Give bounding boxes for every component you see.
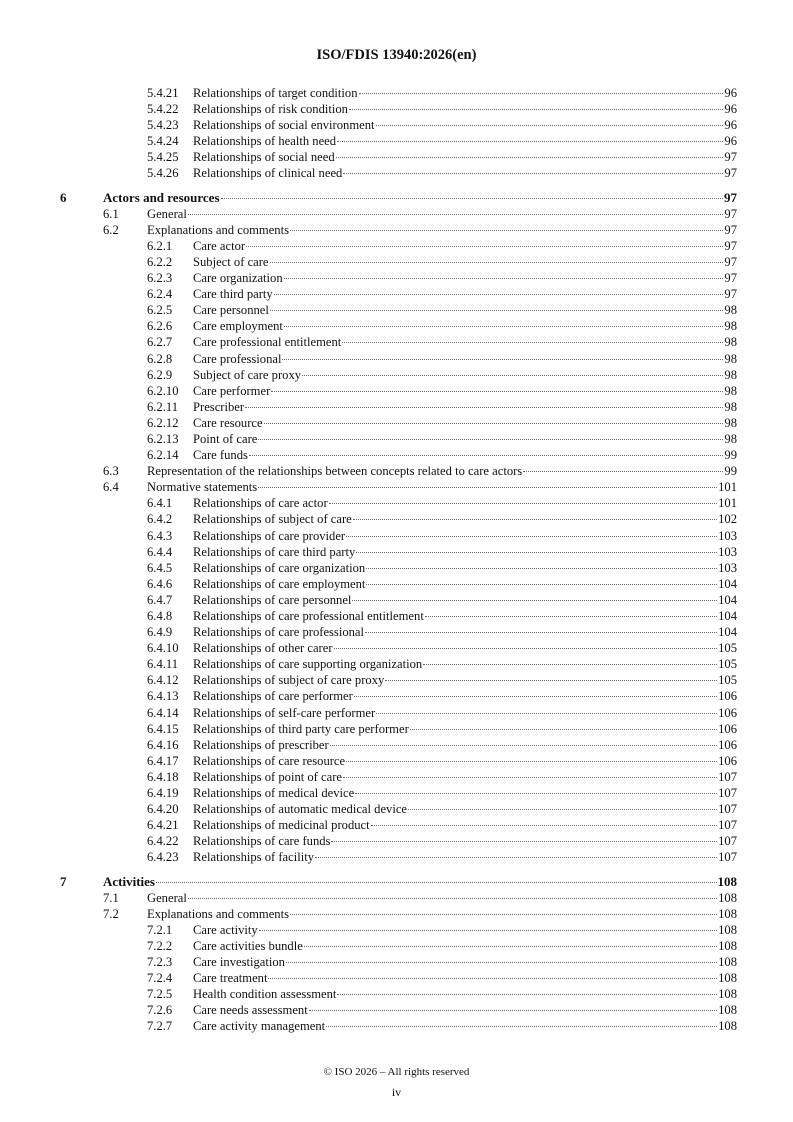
- toc-entry-page[interactable]: 97: [724, 206, 737, 221]
- toc-entry-title[interactable]: Relationships of care employment: [193, 576, 366, 591]
- dot-leader: [366, 584, 717, 585]
- toc-entry-number: 6.2.6: [147, 319, 173, 334]
- toc-entry-page[interactable]: 98: [724, 415, 737, 430]
- toc-entry-title[interactable]: Relationships of risk condition: [193, 102, 348, 117]
- toc-entry[interactable]: [0, 133, 793, 149]
- toc-entry[interactable]: [0, 511, 793, 527]
- toc-entry-page[interactable]: 107: [718, 802, 737, 817]
- toc-entry-title[interactable]: Relationships of facility: [193, 850, 315, 865]
- toc-entry-page[interactable]: 108: [718, 890, 737, 905]
- toc-entry[interactable]: [0, 351, 793, 367]
- toc-entry-title[interactable]: Representation of the relationships between concepts related to care actors: [147, 464, 523, 479]
- dot-leader: [349, 109, 723, 110]
- toc-entry-title[interactable]: Relationships of care professional entitlement: [193, 609, 424, 623]
- toc-entry[interactable]: [0, 849, 793, 865]
- toc-entry-title[interactable]: Relationships of medical device: [193, 786, 355, 801]
- toc-entry-number: 6.4.3: [147, 528, 173, 543]
- toc-entry-number: 6.2.8: [147, 351, 173, 366]
- toc-entry-number: 7.2: [103, 906, 119, 921]
- toc-entry-page[interactable]: 101: [718, 480, 737, 495]
- toc-entry-number: 6.4.15: [147, 721, 179, 736]
- toc-entry-page[interactable]: 108: [718, 1019, 737, 1034]
- toc-entry-number: 6.4.20: [147, 802, 179, 817]
- toc-entry-number: 7.2.1: [147, 922, 173, 937]
- toc-entry-number: 6.1: [103, 206, 119, 221]
- toc-entry-page[interactable]: 97: [724, 222, 737, 237]
- toc-entry-number: 7.2.7: [147, 1019, 173, 1034]
- toc-entry-title[interactable]: Care third party: [193, 287, 273, 302]
- toc-entry-number: 6.4.17: [147, 753, 179, 768]
- toc-entry[interactable]: [0, 495, 793, 511]
- toc-entry-title[interactable]: Relationships of clinical need: [193, 166, 343, 181]
- toc-entry[interactable]: [0, 528, 793, 544]
- toc-entry-number: 6.4.1: [147, 496, 173, 511]
- toc-entry[interactable]: [0, 753, 793, 769]
- toc-entry[interactable]: [0, 833, 793, 849]
- toc-entry-number: 6.2.5: [147, 303, 173, 318]
- dot-leader: [188, 898, 717, 899]
- toc-entry-page[interactable]: 108: [718, 906, 737, 921]
- toc-entry[interactable]: [0, 254, 793, 270]
- dot-leader: [221, 198, 723, 199]
- toc-entry[interactable]: [0, 737, 793, 753]
- toc-entry-title[interactable]: Relationships of care provider: [193, 528, 346, 543]
- toc-entry-page[interactable]: 98: [724, 303, 737, 318]
- dot-leader: [156, 882, 717, 883]
- toc-entry-number: 5.4.24: [147, 134, 179, 149]
- toc-entry-page[interactable]: 98: [724, 335, 737, 350]
- toc-entry[interactable]: [0, 101, 793, 117]
- toc-entry[interactable]: [0, 479, 793, 495]
- toc-entry[interactable]: [0, 238, 793, 254]
- toc-entry[interactable]: [0, 938, 793, 954]
- toc-entry-number: 6.4.22: [147, 834, 179, 849]
- toc-entry-number: 7.2.4: [147, 971, 173, 986]
- dot-leader: [271, 391, 723, 392]
- toc-entry-page[interactable]: 96: [724, 102, 737, 117]
- copyright-footer: © ISO 2026 – All rights reserved: [323, 1066, 470, 1078]
- dot-leader: [258, 439, 723, 440]
- dot-leader: [246, 246, 723, 247]
- toc-entry-number: 6.4.8: [147, 609, 173, 623]
- toc-entry-page[interactable]: 108: [718, 987, 737, 1002]
- toc-entry-page[interactable]: 103: [718, 560, 737, 575]
- toc-entry-number: 6.4.6: [147, 576, 173, 591]
- toc-entry[interactable]: [0, 415, 793, 431]
- toc-entry-title[interactable]: Care activity: [193, 922, 258, 937]
- toc-entry-title[interactable]: Relationships of care supporting organization: [193, 657, 423, 672]
- toc-entry-title[interactable]: Care activities bundle: [193, 938, 303, 953]
- toc-entry-title[interactable]: Relationships of care organization: [193, 560, 366, 575]
- toc-entry[interactable]: [0, 190, 793, 206]
- toc-entry-title[interactable]: Relationships of third party care performer: [193, 721, 409, 736]
- toc-entry[interactable]: [0, 592, 793, 608]
- dot-leader: [270, 310, 724, 311]
- dot-leader: [290, 914, 717, 915]
- toc-entry-number: 6.4.10: [147, 641, 179, 656]
- toc-entry-page[interactable]: 107: [718, 834, 737, 849]
- dot-leader: [315, 857, 717, 858]
- page-number: iv: [391, 1085, 402, 1099]
- toc-entry-page[interactable]: 96: [724, 118, 737, 133]
- toc-entry-page[interactable]: 104: [718, 592, 737, 607]
- toc-entry-title[interactable]: Relationships of subject of care proxy: [193, 673, 385, 688]
- dot-leader: [286, 962, 717, 963]
- dot-leader: [352, 600, 717, 601]
- toc-entry-page[interactable]: 98: [724, 431, 737, 446]
- toc-entry[interactable]: [0, 334, 793, 350]
- toc-entry-page[interactable]: 97: [724, 166, 737, 181]
- toc-entry-page[interactable]: 108: [718, 922, 737, 937]
- toc-entry-title[interactable]: Relationships of care personnel: [193, 592, 352, 607]
- dot-leader: [284, 326, 724, 327]
- toc-entry-page[interactable]: 106: [718, 705, 737, 720]
- toc-entry-page[interactable]: 107: [718, 850, 737, 865]
- dot-leader: [346, 761, 717, 762]
- toc-entry-page[interactable]: 107: [718, 818, 737, 833]
- toc-entry[interactable]: [0, 785, 793, 801]
- toc-entry-title[interactable]: Explanations and comments: [147, 906, 289, 921]
- toc-entry-page[interactable]: 103: [718, 528, 737, 543]
- dot-leader: [343, 777, 717, 778]
- toc-entry-number: 5.4.23: [147, 118, 179, 133]
- dot-leader: [343, 173, 723, 174]
- dot-leader: [410, 729, 717, 730]
- toc-entry[interactable]: [0, 447, 793, 463]
- dot-leader: [334, 648, 718, 649]
- toc-entry[interactable]: [0, 431, 793, 447]
- toc-entry-title[interactable]: Relationships of social environment: [193, 118, 375, 133]
- toc-entry[interactable]: [0, 906, 793, 922]
- dot-leader: [245, 407, 723, 408]
- toc-entry-title[interactable]: Care needs assessment: [193, 1003, 308, 1018]
- toc-entry[interactable]: [0, 222, 793, 238]
- toc-entry[interactable]: [0, 576, 793, 592]
- toc-entry-number: 5.4.25: [147, 150, 179, 165]
- toc-entry-title[interactable]: Care professional: [193, 351, 282, 366]
- toc-entry-title[interactable]: Care resource: [193, 415, 263, 430]
- toc-entry[interactable]: [0, 890, 793, 906]
- toc-entry-title[interactable]: Relationships of care performer: [193, 689, 353, 704]
- dot-leader: [326, 1026, 717, 1027]
- toc-entry-page[interactable]: 105: [718, 673, 737, 688]
- toc-entry-page[interactable]: 107: [718, 786, 737, 801]
- toc-entry-page[interactable]: 97: [724, 271, 737, 286]
- toc-entry-number: 6.2.1: [147, 238, 173, 253]
- toc-entry-title[interactable]: Care personnel: [193, 303, 269, 318]
- toc-entry-page[interactable]: 98: [724, 319, 737, 334]
- toc-entry[interactable]: [0, 318, 793, 334]
- dot-leader: [359, 93, 724, 94]
- toc-entry-title[interactable]: Relationships of point of care: [193, 769, 342, 784]
- toc-entry-page[interactable]: 97: [724, 254, 737, 269]
- dot-leader: [290, 230, 723, 231]
- toc-entry[interactable]: [0, 1018, 793, 1034]
- dot-leader: [366, 568, 717, 569]
- toc-entry-number: 6.2.14: [147, 448, 179, 463]
- toc-entry-number: 5.4.21: [147, 86, 179, 100]
- toc-entry-title[interactable]: Relationships of care third party: [193, 544, 356, 559]
- toc-entry-page[interactable]: 104: [718, 576, 737, 591]
- toc-entry-page[interactable]: 108: [718, 938, 737, 953]
- toc-entry[interactable]: [0, 544, 793, 560]
- toc-entry-number: 6.4.9: [147, 625, 173, 640]
- dot-leader: [342, 342, 723, 343]
- toc-entry-page[interactable]: 106: [718, 689, 737, 704]
- dot-leader: [330, 745, 717, 746]
- toc-entry-title[interactable]: Care treatment: [193, 971, 268, 986]
- toc-entry[interactable]: [0, 1002, 793, 1018]
- toc-entry-page[interactable]: 97: [724, 189, 737, 205]
- toc-entry-title[interactable]: Relationships of subject of care: [193, 512, 352, 527]
- toc-entry-number: 6.3: [103, 464, 119, 479]
- toc-entry-number: 6.4.14: [147, 705, 179, 720]
- dot-leader: [268, 978, 717, 979]
- table-of-contents: [0, 85, 793, 1034]
- toc-entry-title[interactable]: Relationships of automatic medical device: [193, 802, 408, 817]
- toc-entry[interactable]: [0, 874, 793, 890]
- toc-entry-number: 6: [60, 189, 67, 205]
- toc-entry-title[interactable]: Point of care: [193, 431, 258, 446]
- toc-entry[interactable]: [0, 922, 793, 938]
- toc-entry-page[interactable]: 104: [718, 625, 737, 640]
- dot-leader: [408, 809, 717, 810]
- toc-entry[interactable]: [0, 970, 793, 986]
- dot-leader: [302, 375, 723, 376]
- toc-entry-page[interactable]: 108: [718, 954, 737, 969]
- toc-entry-page[interactable]: 104: [718, 609, 737, 623]
- toc-entry[interactable]: [0, 206, 793, 222]
- toc-entry[interactable]: [0, 705, 793, 721]
- toc-entry[interactable]: [0, 672, 793, 688]
- dot-leader: [329, 503, 717, 504]
- toc-entry-number: 5.4.26: [147, 166, 179, 181]
- toc-entry[interactable]: [0, 721, 793, 737]
- toc-entry-title[interactable]: Relationships of prescriber: [193, 737, 329, 752]
- toc-entry-title[interactable]: Actors and resources: [103, 189, 220, 205]
- toc-entry-title[interactable]: Subject of care proxy: [193, 367, 302, 382]
- dot-leader: [355, 793, 717, 794]
- dot-leader: [258, 487, 717, 488]
- dot-leader: [331, 841, 717, 842]
- toc-entry-page[interactable]: 96: [724, 134, 737, 149]
- toc-entry[interactable]: [0, 165, 793, 181]
- toc-entry[interactable]: [0, 688, 793, 704]
- toc-entry-page[interactable]: 97: [724, 238, 737, 253]
- toc-entry-number: 6.2.4: [147, 287, 173, 302]
- toc-entry-page[interactable]: 98: [724, 399, 737, 414]
- dot-leader: [274, 294, 724, 295]
- toc-entry-title[interactable]: Care funds: [193, 448, 248, 463]
- dot-leader: [249, 455, 723, 456]
- toc-entry-number: 6.2.3: [147, 271, 173, 286]
- toc-entry-number: 6.4.5: [147, 560, 173, 575]
- toc-entry-page[interactable]: 107: [718, 769, 737, 784]
- toc-entry-number: 6.2.10: [147, 383, 179, 398]
- toc-entry-page[interactable]: 102: [718, 512, 737, 527]
- toc-entry-number: 7.2.6: [147, 1003, 173, 1018]
- dot-leader: [259, 930, 717, 931]
- dot-leader: [282, 359, 723, 360]
- toc-entry-title[interactable]: Health condition assessment: [193, 987, 337, 1002]
- dot-leader: [284, 278, 724, 279]
- toc-entry-number: 6.4.13: [147, 689, 179, 704]
- toc-entry[interactable]: [0, 560, 793, 576]
- toc-entry-number: 7: [60, 873, 67, 889]
- toc-entry-title[interactable]: Prescriber: [193, 399, 245, 414]
- dot-leader: [337, 994, 717, 995]
- toc-entry-title[interactable]: Care organization: [193, 271, 283, 286]
- toc-entry-number: 6.2.7: [147, 335, 173, 350]
- dot-leader: [376, 125, 724, 126]
- toc-entry-number: 6.4.7: [147, 592, 173, 607]
- toc-entry-number: 6.4.16: [147, 737, 179, 752]
- toc-entry-title[interactable]: Care activity management: [193, 1019, 326, 1034]
- toc-entry-number: 6.4.21: [147, 818, 179, 833]
- toc-entry[interactable]: [0, 270, 793, 286]
- toc-entry-title[interactable]: General: [147, 206, 187, 221]
- toc-entry-title[interactable]: Care employment: [193, 319, 283, 334]
- toc-entry-number: 6.2.9: [147, 367, 173, 382]
- dot-leader: [309, 1010, 717, 1011]
- toc-entry-number: 6.2.13: [147, 431, 179, 446]
- toc-entry-title[interactable]: Relationships of care funds: [193, 834, 331, 849]
- toc-entry-page[interactable]: 96: [724, 86, 737, 100]
- toc-entry-title[interactable]: Care professional entitlement: [193, 335, 342, 350]
- toc-entry[interactable]: [0, 399, 793, 415]
- toc-entry-page[interactable]: 106: [718, 737, 737, 752]
- toc-entry-page[interactable]: 97: [724, 287, 737, 302]
- toc-entry-title[interactable]: Relationships of care actor: [193, 496, 328, 511]
- toc-entry-page[interactable]: 97: [724, 150, 737, 165]
- toc-entry[interactable]: [0, 608, 793, 624]
- toc-entry-page[interactable]: 101: [718, 496, 737, 511]
- toc-entry[interactable]: [0, 463, 793, 479]
- toc-entry[interactable]: [0, 383, 793, 399]
- toc-entry-number: 6.4.2: [147, 512, 173, 527]
- toc-entry-number: 6.4.12: [147, 673, 179, 688]
- toc-entry[interactable]: [0, 769, 793, 785]
- dot-leader: [356, 552, 717, 553]
- toc-entry-title[interactable]: Normative statements: [147, 480, 258, 495]
- dot-leader: [336, 157, 724, 158]
- dot-leader: [371, 825, 717, 826]
- dot-leader: [337, 141, 723, 142]
- dot-leader: [423, 664, 717, 665]
- toc-entry[interactable]: [0, 986, 793, 1002]
- toc-entry-page[interactable]: 105: [718, 641, 737, 656]
- toc-entry-page[interactable]: 99: [724, 448, 737, 463]
- toc-entry-number: 7.2.2: [147, 938, 173, 953]
- dot-leader: [346, 536, 717, 537]
- toc-entry[interactable]: [0, 149, 793, 165]
- dot-leader: [425, 616, 717, 617]
- toc-entry-title[interactable]: Relationships of care professional: [193, 625, 365, 640]
- toc-entry-page[interactable]: 99: [724, 464, 737, 479]
- toc-entry-title[interactable]: Subject of care: [193, 254, 269, 269]
- toc-entry[interactable]: [0, 640, 793, 656]
- toc-entry-title[interactable]: Care investigation: [193, 954, 285, 969]
- toc-entry-page[interactable]: 108: [718, 1003, 737, 1018]
- toc-entry-number: 6.4.23: [147, 850, 179, 865]
- toc-entry-title[interactable]: Relationships of medicinal product: [193, 818, 370, 833]
- toc-entry-page[interactable]: 98: [724, 383, 737, 398]
- toc-entry-number: 6.2.12: [147, 415, 179, 430]
- toc-entry[interactable]: [0, 817, 793, 833]
- toc-entry[interactable]: [0, 954, 793, 970]
- toc-entry-title[interactable]: Relationships of care resource: [193, 753, 346, 768]
- dot-leader: [353, 519, 717, 520]
- toc-entry-title[interactable]: Relationships of self-care performer: [193, 705, 376, 720]
- dot-leader: [385, 680, 717, 681]
- toc-entry-title[interactable]: Relationships of health need: [193, 134, 337, 149]
- toc-entry[interactable]: [0, 286, 793, 302]
- toc-entry-number: 6.4.18: [147, 769, 179, 784]
- toc-entry-title[interactable]: Relationships of social need: [193, 150, 335, 165]
- toc-entry-number: 5.4.22: [147, 102, 179, 117]
- toc-entry-page[interactable]: 106: [718, 721, 737, 736]
- toc-entry[interactable]: [0, 117, 793, 133]
- dot-leader: [304, 946, 717, 947]
- dot-leader: [264, 423, 724, 424]
- toc-entry-page[interactable]: 106: [718, 753, 737, 768]
- dot-leader: [376, 713, 717, 714]
- toc-entry-title[interactable]: Care actor: [193, 238, 246, 253]
- toc-entry-number: 6.4.4: [147, 544, 173, 559]
- dot-leader: [523, 471, 723, 472]
- toc-entry-title[interactable]: Explanations and comments: [147, 222, 289, 237]
- toc-entry-number: 6.2: [103, 222, 119, 237]
- toc-entry[interactable]: [0, 656, 793, 672]
- toc-entry-title[interactable]: General: [147, 890, 187, 905]
- dot-leader: [365, 632, 717, 633]
- toc-entry-page[interactable]: 108: [718, 971, 737, 986]
- toc-entry[interactable]: [0, 85, 793, 101]
- toc-entry-title[interactable]: Relationships of target condition: [193, 86, 358, 100]
- toc-entry-number: 7.1: [103, 890, 119, 905]
- toc-entry-title[interactable]: Relationships of other carer: [193, 641, 333, 656]
- toc-entry-title[interactable]: Care performer: [193, 383, 271, 398]
- toc-entry-title[interactable]: Activities: [103, 873, 155, 889]
- toc-entry-page[interactable]: 98: [724, 351, 737, 366]
- toc-entry-number: 7.2.3: [147, 954, 173, 969]
- toc-entry-page[interactable]: 108: [717, 873, 737, 889]
- toc-entry-number: 6.4.11: [147, 657, 179, 672]
- toc-entry-page[interactable]: 98: [724, 367, 737, 382]
- toc-entry-number: 6.2.11: [147, 399, 179, 414]
- toc-entry-number: 6.2.2: [147, 254, 173, 269]
- toc-entry-page[interactable]: 103: [718, 544, 737, 559]
- document-header: ISO/FDIS 13940:2026(en): [316, 47, 477, 63]
- toc-entry-number: 7.2.5: [147, 987, 173, 1002]
- toc-entry-number: 6.4: [103, 480, 119, 495]
- dot-leader: [188, 214, 724, 215]
- dot-leader: [354, 696, 717, 697]
- toc-entry[interactable]: [0, 367, 793, 383]
- toc-entry[interactable]: [0, 624, 793, 640]
- toc-entry-number: 6.4.19: [147, 786, 179, 801]
- dot-leader: [270, 262, 724, 263]
- toc-entry-page[interactable]: 105: [718, 657, 737, 672]
- toc-entry[interactable]: [0, 302, 793, 318]
- toc-entry[interactable]: [0, 801, 793, 817]
